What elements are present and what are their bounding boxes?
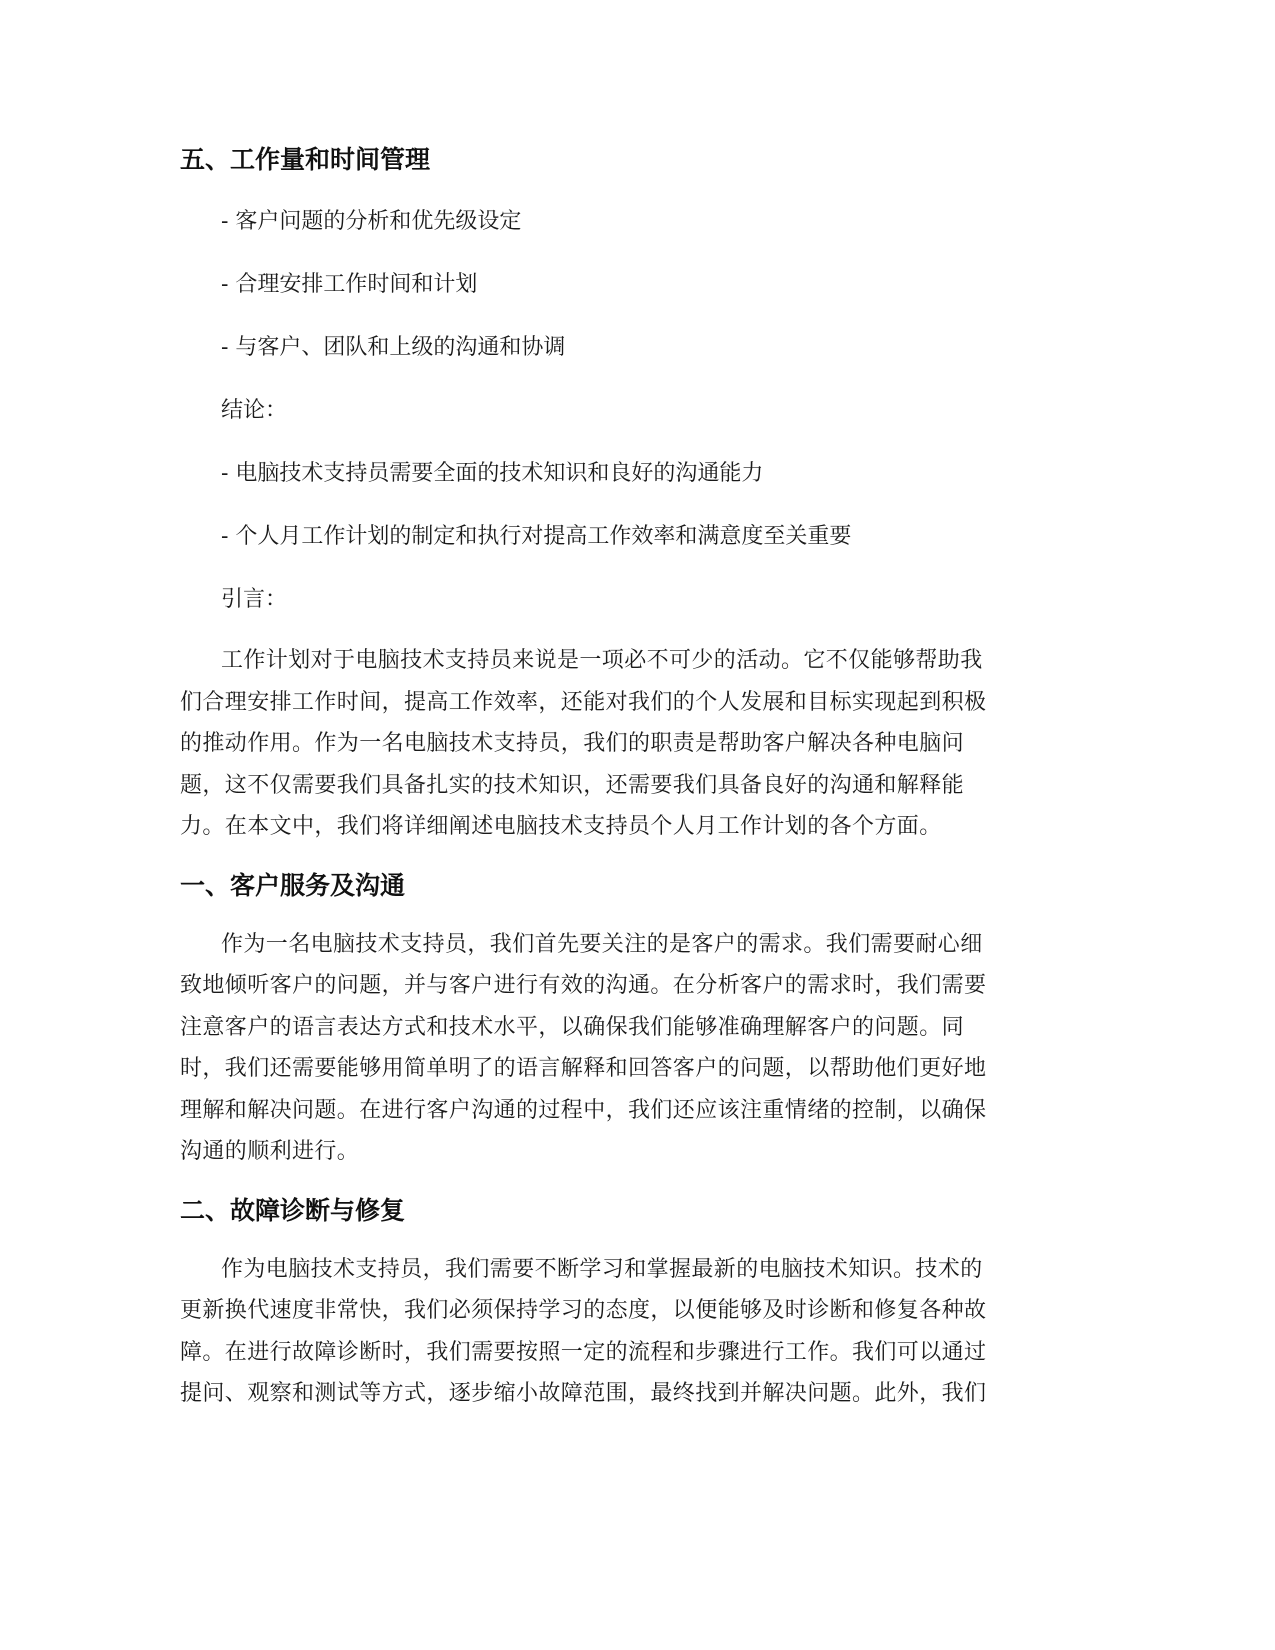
conclusion-item: - 电脑技术支持员需要全面的技术知识和良好的沟通能力 [221, 461, 764, 486]
section5-item: - 合理安排工作时间和计划 [221, 272, 478, 297]
text-line: 更新换代速度非常快，我们必须保持学习的态度，以便能够及时诊断和修复各种故 [180, 1298, 987, 1323]
text-line: 障。在进行故障诊断时，我们需要按照一定的流程和步骤进行工作。我们可以通过 [180, 1339, 987, 1365]
text-line: 时，我们还需要能够用简单明了的语言解释和回答客户的问题，以帮助他们更好地 [180, 1056, 987, 1081]
section2-paragraph [180, 1249, 1080, 1415]
section2-heading: 二、故障诊断与修复 [180, 1195, 406, 1225]
text-line: 致地倾听客户的问题，并与客户进行有效的沟通。在分析客户的需求时，我们需要 [180, 973, 987, 998]
section1-heading: 一、客户服务及沟通 [180, 870, 406, 900]
document-page [180, 140, 1080, 1415]
text-line: 的推动作用。作为一名电脑技术支持员，我们的职责是帮助客户解决各种电脑问 [180, 731, 965, 756]
conclusion-list [180, 453, 1080, 558]
section5-list [180, 201, 1080, 369]
intro-paragraph [180, 640, 1080, 848]
conclusion-label: 结论： [221, 398, 288, 423]
text-line: 作为电脑技术支持员，我们需要不断学习和掌握最新的电脑技术知识。技术的 [221, 1256, 983, 1282]
text-line: 提问、观察和测试等方式，逐步缩小故障范围，最终找到并解决问题。此外，我们 [180, 1381, 987, 1406]
text-line: 注意客户的语言表达方式和技术水平，以确保我们能够准确理解客户的问题。同 [180, 1014, 965, 1040]
intro-label: 引言： [221, 587, 288, 612]
text-line: 题，这不仅需要我们具备扎实的技术知识，还需要我们具备良好的沟通和解释能 [180, 772, 965, 798]
text-line: 力。在本文中，我们将详细阐述电脑技术支持员个人月工作计划的各个方面。 [180, 814, 942, 839]
text-line: 们合理安排工作时间，提高工作效率，还能对我们的个人发展和目标实现起到积极 [180, 689, 987, 715]
text-line: 工作计划对于电脑技术支持员来说是一项必不可少的活动。它不仅能够帮助我 [221, 648, 983, 673]
text-line: 理解和解决问题。在进行客户沟通的过程中，我们还应该注重情绪的控制，以确保 [180, 1097, 987, 1123]
text-line: 作为一名电脑技术支持员，我们首先要关注的是客户的需求。我们需要耐心细 [221, 931, 983, 957]
section5-item: - 与客户、团队和上级的沟通和协调 [221, 335, 566, 360]
section5-heading: 五、工作量和时间管理 [180, 145, 431, 174]
section1-paragraph [180, 924, 1080, 1173]
conclusion-item: - 个人月工作计划的制定和执行对提高工作效率和满意度至关重要 [221, 524, 852, 549]
section5-item: - 客户问题的分析和优先级设定 [221, 209, 522, 234]
text-line: 沟通的顺利进行。 [180, 1139, 360, 1164]
